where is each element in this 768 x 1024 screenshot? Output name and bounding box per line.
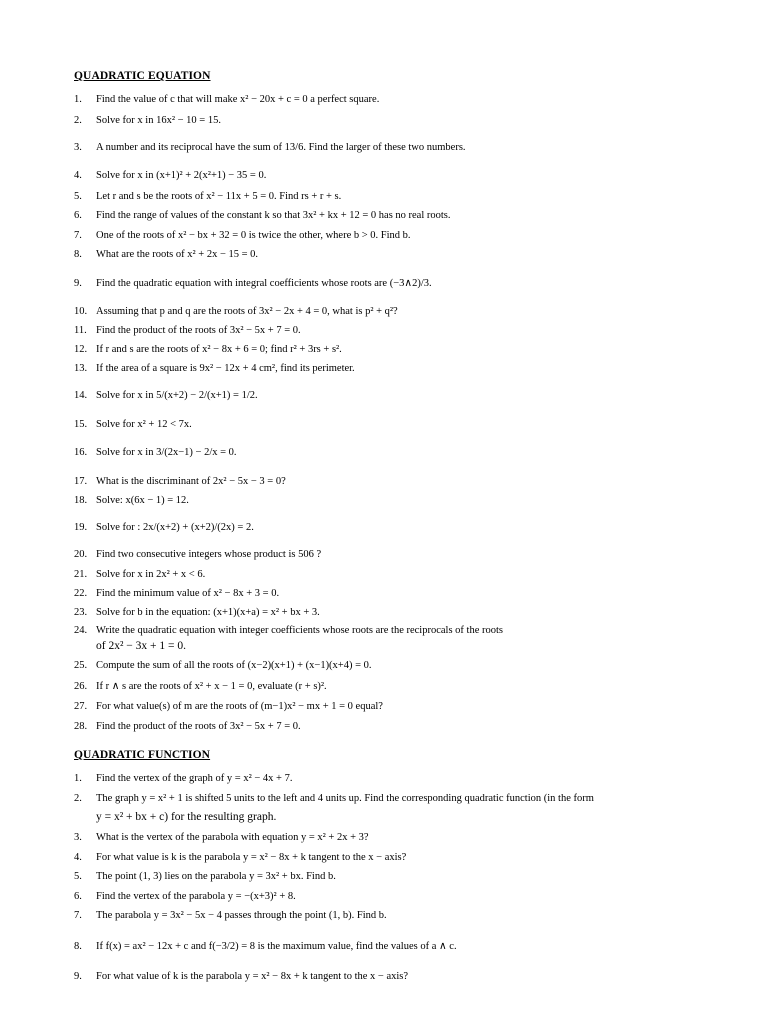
item-text: Find two consecutive integers whose product is 506 ? (96, 549, 322, 560)
item-number: 13. (74, 363, 88, 374)
item-text: Find the quadratic equation with integral coefficients whose roots are (−3∧2)/3. (96, 278, 432, 289)
item-text: What are the roots of x² + 2x − 15 = 0. (96, 249, 259, 260)
item-number: 7. (74, 230, 82, 241)
item-text: Let r and s be the roots of x² − 11x + 5 = 0. Find rs + r + s. (96, 191, 342, 202)
item-number: 2. (74, 793, 82, 804)
item-text: For what value(s) of m are the roots of (m−1)x² − mx + 1 = 0 equal? (96, 701, 383, 712)
item-number: 19. (74, 522, 88, 533)
item-text: Find the product of the roots of 3x² − 5x + 7 = 0. (96, 325, 301, 336)
item-number: 5. (74, 191, 82, 202)
item-number: 6. (74, 210, 82, 221)
item-number: 2. (74, 115, 82, 126)
item-number: 11. (74, 325, 87, 336)
item-text: The parabola y = 3x² − 5x − 4 passes through the point (1, b). Find b. (96, 910, 387, 921)
item-text: If f(x) = ax² − 12x + c and f(−3/2) = 8 is the maximum value, find the values of a ∧ c. (96, 941, 457, 952)
item-text: What is the discriminant of 2x² − 5x − 3 = 0? (96, 476, 286, 487)
item-text: What is the vertex of the parabola with equation y = x² + 2x + 3? (96, 832, 369, 843)
item-text: Find the vertex of the parabola y = −(x+3)² + 8. (96, 891, 296, 902)
item-2-continuation: y = x² + bx + c) for the resulting graph. (96, 811, 277, 823)
item-text: Solve for : 2x/(x+2) + (x+2)/(2x) = 2. (96, 522, 254, 533)
item-text: Find the range of values of the constant k so that 3x² + kx + 12 = 0 has no real roots. (96, 210, 451, 221)
item-text: A number and its reciprocal have the sum of 13/6. Find the larger of these two numbers. (96, 142, 466, 153)
item-text: Find the minimum value of x² − 8x + 3 = 0. (96, 588, 280, 599)
item-text: The point (1, 3) lies on the parabola y = 3x² + bx. Find b. (96, 871, 336, 882)
item-number: 14. (74, 390, 88, 401)
item-number: 22. (74, 588, 88, 599)
item-number: 28. (74, 721, 88, 732)
item-number: 15. (74, 419, 88, 430)
item-text: Solve for x² + 12 < 7x. (96, 419, 192, 430)
item-number: 5. (74, 871, 82, 882)
item-number: 8. (74, 941, 82, 952)
item-text: Solve for x in 3/(2x−1) − 2/x = 0. (96, 447, 237, 458)
item-text: If r ∧ s are the roots of x² + x − 1 = 0, evaluate (r + s)². (96, 681, 327, 692)
item-text: Write the quadratic equation with integer coefficients whose roots are the reciprocals of the roots (96, 625, 503, 636)
item-text: Assuming that p and q are the roots of 3x² − 2x + 4 = 0, what is p² + q²? (96, 306, 398, 317)
item-text: For what value of k is the parabola y = x² − 8x + k tangent to the x − axis? (96, 971, 409, 982)
item-text: Solve for x in (x+1)² + 2(x²+1) − 35 = 0. (96, 170, 267, 181)
item-text: Find the product of the roots of 3x² − 5x + 7 = 0. (96, 721, 301, 732)
item-number: 4. (74, 170, 82, 181)
item-number: 16. (74, 447, 88, 458)
item-number: 18. (74, 495, 88, 506)
section-title-quadratic-equation: QUADRATIC EQUATION (74, 70, 211, 82)
item-text: The graph y = x² + 1 is shifted 5 units to the left and 4 units up. Find the corresponding quadratic function (in the form (96, 793, 594, 804)
item-number: 27. (74, 701, 88, 712)
item-number: 4. (74, 852, 82, 863)
item-text: One of the roots of x² − bx + 32 = 0 is twice the other, where b > 0. Find b. (96, 230, 411, 241)
section-title-quadratic-function: QUADRATIC FUNCTION (74, 749, 211, 761)
item-text: Find the vertex of the graph of y = x² − 4x + 7. (96, 773, 293, 784)
item-number: 7. (74, 910, 82, 921)
item-24-continuation: of 2x² − 3x + 1 = 0. (96, 640, 186, 652)
item-number: 26. (74, 681, 88, 692)
item-number: 10. (74, 306, 88, 317)
item-number: 24. (74, 625, 88, 636)
item-number: 6. (74, 891, 82, 902)
item-number: 21. (74, 569, 88, 580)
item-text: Solve for b in the equation: (x+1)(x+a) = x² + bx + 3. (96, 607, 320, 618)
item-text: If r and s are the roots of x² − 8x + 6 = 0; find r² + 3rs + s². (96, 344, 342, 355)
item-number: 9. (74, 971, 82, 982)
item-number: 17. (74, 476, 88, 487)
item-text: Solve: x(6x − 1) = 12. (96, 495, 189, 506)
item-number: 3. (74, 832, 82, 843)
item-number: 3. (74, 142, 82, 153)
item-number: 1. (74, 94, 82, 105)
item-text: For what value is k is the parabola y = x² − 8x + k tangent to the x − axis? (96, 852, 407, 863)
item-number: 9. (74, 278, 82, 289)
item-text: Compute the sum of all the roots of (x−2)(x+1) + (x−1)(x+4) = 0. (96, 660, 372, 671)
item-text: Solve for x in 2x² + x < 6. (96, 569, 206, 580)
item-number: 20. (74, 549, 88, 560)
item-number: 23. (74, 607, 88, 618)
item-text: Solve for x in 16x² − 10 = 15. (96, 115, 221, 126)
item-number: 12. (74, 344, 88, 355)
item-text: Find the value of c that will make x² − 20x + c = 0 a perfect square. (96, 94, 380, 105)
item-number: 25. (74, 660, 88, 671)
item-number: 8. (74, 249, 82, 260)
item-text: If the area of a square is 9x² − 12x + 4 cm², find its perimeter. (96, 363, 355, 374)
item-text: Solve for x in 5/(x+2) − 2/(x+1) = 1/2. (96, 390, 258, 401)
item-number: 1. (74, 773, 82, 784)
